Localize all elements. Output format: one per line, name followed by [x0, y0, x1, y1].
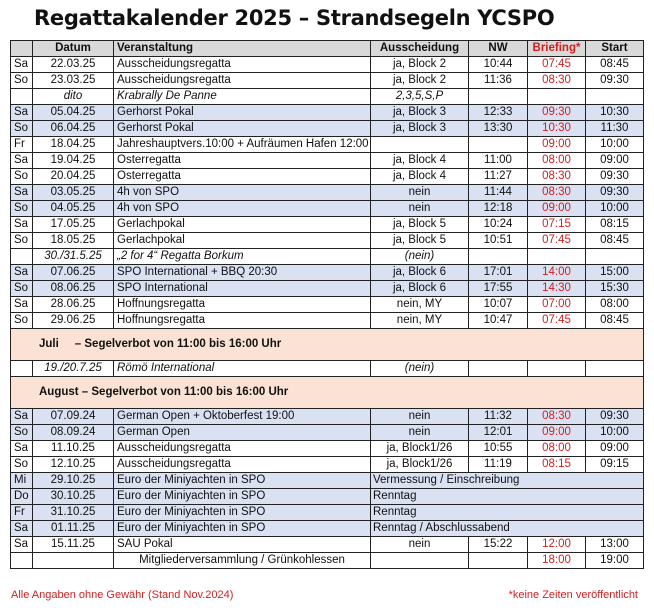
table-row: [11, 185, 644, 201]
table-row: [11, 201, 644, 217]
cell-date: 29.10.25: [33, 473, 114, 489]
table-row: [11, 505, 644, 521]
cell-date: 12.10.25: [33, 457, 114, 473]
header-briefing: Briefing*: [528, 41, 586, 57]
cell-qualification: Renntag: [371, 489, 644, 505]
cell-qualification: ja, Block 5: [371, 217, 469, 233]
cell-day: So: [11, 121, 33, 137]
cell-day: Sa: [11, 409, 33, 425]
cell-start: 10:00: [586, 425, 644, 441]
cell-event: Euro der Miniyachten in SPO: [114, 473, 371, 489]
cell-event: German Open: [114, 425, 371, 441]
cell-event: Krabrally De Panne: [114, 89, 371, 105]
header-event: Veranstaltung: [114, 41, 371, 57]
cell-date: 17.05.25: [33, 217, 114, 233]
cell-day: So: [11, 201, 33, 217]
cell-briefing: 08:00: [528, 441, 586, 457]
cell-briefing: 08:30: [528, 169, 586, 185]
table-row: [11, 57, 644, 73]
cell-briefing: 07:45: [528, 233, 586, 249]
regatta-table: [10, 40, 644, 569]
cell-date: 07.09.24: [33, 409, 114, 425]
cell-date: 08.09.24: [33, 425, 114, 441]
cell-nw: 17:01: [469, 265, 528, 281]
cell-date: dito: [33, 89, 114, 105]
cell-day: Sa: [11, 441, 33, 457]
cell-briefing: 08:30: [528, 185, 586, 201]
cell-qualification: nein: [371, 409, 469, 425]
cell-qualification: [371, 553, 469, 569]
cell-day: So: [11, 233, 33, 249]
cell-nw: [469, 553, 528, 569]
cell-start: 15:00: [586, 265, 644, 281]
cell-day: Sa: [11, 105, 33, 121]
cell-date: 06.04.25: [33, 121, 114, 137]
table-row: [11, 489, 644, 505]
cell-day: Sa: [11, 265, 33, 281]
cell-qualification: 2,3,5,S,P: [371, 89, 469, 105]
cell-event: Euro der Miniyachten in SPO: [114, 505, 371, 521]
cell-start: 15:30: [586, 281, 644, 297]
cell-day: Sa: [11, 297, 33, 313]
cell-nw: 11:19: [469, 457, 528, 473]
cell-qualification: ja, Block1/26: [371, 457, 469, 473]
cell-start: [586, 89, 644, 105]
cell-nw: 10:07: [469, 297, 528, 313]
cell-event: Ausscheidungsregatta: [114, 57, 371, 73]
section-row: [11, 329, 644, 361]
cell-qualification: ja, Block 3: [371, 121, 469, 137]
cell-event: Gerhorst Pokal: [114, 105, 371, 121]
header-date: Datum: [33, 41, 114, 57]
table-row: [11, 73, 644, 89]
table-row: [11, 89, 644, 105]
cell-nw: 10:47: [469, 313, 528, 329]
cell-briefing: 07:15: [528, 217, 586, 233]
cell-start: 13:00: [586, 537, 644, 553]
cell-nw: 12:18: [469, 201, 528, 217]
cell-date: 22.03.25: [33, 57, 114, 73]
footer-disclaimer: Alle Angaben ohne Gewähr (Stand Nov.2024): [11, 589, 234, 601]
section-label: Juli – Segelverbot von 11:00 bis 16:00 Uhr: [11, 329, 644, 361]
cell-start: 09:30: [586, 185, 644, 201]
cell-date: 19./20.7.25: [33, 361, 114, 377]
cell-event: 4h von SPO: [114, 201, 371, 217]
cell-nw: [469, 361, 528, 377]
cell-qualification: ja, Block 2: [371, 57, 469, 73]
cell-event: Euro der Miniyachten in SPO: [114, 521, 371, 537]
cell-start: 10:30: [586, 105, 644, 121]
table-row: [11, 521, 644, 537]
cell-briefing: [528, 249, 586, 265]
cell-date: 20.04.25: [33, 169, 114, 185]
cell-day: So: [11, 169, 33, 185]
cell-nw: 10:24: [469, 217, 528, 233]
cell-nw: 10:55: [469, 441, 528, 457]
cell-date: 03.05.25: [33, 185, 114, 201]
cell-briefing: 07:45: [528, 313, 586, 329]
cell-briefing: 09:00: [528, 137, 586, 153]
cell-date: 11.10.25: [33, 441, 114, 457]
cell-nw: [469, 89, 528, 105]
cell-start: 10:00: [586, 201, 644, 217]
table-row: [11, 537, 644, 553]
table-row: [11, 473, 644, 489]
cell-date: 15.11.25: [33, 537, 114, 553]
cell-start: 09:30: [586, 409, 644, 425]
table-row: [11, 281, 644, 297]
table-row: [11, 297, 644, 313]
cell-nw: 11:00: [469, 153, 528, 169]
cell-date: 30./31.5.25: [33, 249, 114, 265]
table-row: [11, 153, 644, 169]
cell-event: Mitgliederversammlung / Grünkohlessen: [114, 553, 371, 569]
cell-date: 28.06.25: [33, 297, 114, 313]
cell-briefing: 09:00: [528, 201, 586, 217]
cell-day: [11, 361, 33, 377]
cell-qualification: ja, Block 2: [371, 73, 469, 89]
section-row: [11, 377, 644, 409]
cell-nw: 11:36: [469, 73, 528, 89]
cell-start: 09:00: [586, 441, 644, 457]
cell-day: Sa: [11, 217, 33, 233]
cell-date: [33, 553, 114, 569]
table-row: [11, 121, 644, 137]
cell-date: 08.06.25: [33, 281, 114, 297]
cell-day: Sa: [11, 57, 33, 73]
table-row: [11, 169, 644, 185]
cell-event: Hoffnungsregatta: [114, 313, 371, 329]
cell-qualification: ja, Block 4: [371, 153, 469, 169]
cell-briefing: 07:00: [528, 297, 586, 313]
cell-day: Fr: [11, 137, 33, 153]
cell-date: 30.10.25: [33, 489, 114, 505]
cell-day: So: [11, 313, 33, 329]
cell-event: Gerhorst Pokal: [114, 121, 371, 137]
cell-briefing: [528, 89, 586, 105]
section-label: August – Segelverbot von 11:00 bis 16:00 Uhr: [11, 377, 644, 409]
cell-start: 08:00: [586, 297, 644, 313]
cell-qualification: Vermessung / Einschreibung: [371, 473, 644, 489]
cell-start: 08:15: [586, 217, 644, 233]
cell-nw: 12:01: [469, 425, 528, 441]
cell-briefing: 08:30: [528, 409, 586, 425]
cell-start: 08:45: [586, 233, 644, 249]
cell-qualification: ja, Block 4: [371, 169, 469, 185]
cell-day: So: [11, 425, 33, 441]
cell-event: „2 for 4“ Regatta Borkum: [114, 249, 371, 265]
cell-nw: 11:44: [469, 185, 528, 201]
cell-event: Hoffnungsregatta: [114, 297, 371, 313]
cell-briefing: 07:45: [528, 57, 586, 73]
cell-date: 07.06.25: [33, 265, 114, 281]
table-row: [11, 105, 644, 121]
cell-event: Jahreshauptvers.10:00 + Aufräumen Hafen 12:00: [114, 137, 371, 153]
cell-qualification: nein: [371, 537, 469, 553]
cell-nw: 13:30: [469, 121, 528, 137]
cell-event: Euro der Miniyachten in SPO: [114, 489, 371, 505]
cell-event: 4h von SPO: [114, 185, 371, 201]
cell-day: Do: [11, 489, 33, 505]
cell-event: Ausscheidungsregatta: [114, 441, 371, 457]
cell-start: 10:00: [586, 137, 644, 153]
table-row: [11, 553, 644, 569]
cell-date: 01.11.25: [33, 521, 114, 537]
cell-event: Ausscheidungsregatta: [114, 457, 371, 473]
cell-event: Gerlachpokal: [114, 233, 371, 249]
cell-event: SPO International: [114, 281, 371, 297]
table-row: [11, 425, 644, 441]
cell-briefing: 08:15: [528, 457, 586, 473]
header-nw: NW: [469, 41, 528, 57]
cell-event: SPO International + BBQ 20:30: [114, 265, 371, 281]
cell-start: 08:45: [586, 57, 644, 73]
table-header-row: [11, 41, 644, 57]
cell-event: Osterregatta: [114, 169, 371, 185]
cell-briefing: 18:00: [528, 553, 586, 569]
cell-nw: 12:33: [469, 105, 528, 121]
cell-date: 23.03.25: [33, 73, 114, 89]
cell-qualification: (nein): [371, 361, 469, 377]
cell-qualification: ja, Block1/26: [371, 441, 469, 457]
cell-date: 19.04.25: [33, 153, 114, 169]
cell-date: 31.10.25: [33, 505, 114, 521]
cell-start: 19:00: [586, 553, 644, 569]
table-row: [11, 265, 644, 281]
cell-day: Sa: [11, 537, 33, 553]
cell-briefing: [528, 361, 586, 377]
cell-start: 09:00: [586, 153, 644, 169]
cell-event: German Open + Oktoberfest 19:00: [114, 409, 371, 425]
cell-start: [586, 361, 644, 377]
cell-qualification: ja, Block 6: [371, 265, 469, 281]
cell-event: Gerlachpokal: [114, 217, 371, 233]
cell-day: [11, 249, 33, 265]
cell-qualification: (nein): [371, 249, 469, 265]
cell-qualification: [371, 137, 469, 153]
table-row: [11, 233, 644, 249]
table-row: [11, 137, 644, 153]
cell-event: SAU Pokal: [114, 537, 371, 553]
table-row: [11, 313, 644, 329]
cell-day: So: [11, 73, 33, 89]
cell-briefing: 09:00: [528, 425, 586, 441]
cell-start: 09:15: [586, 457, 644, 473]
cell-nw: 17:55: [469, 281, 528, 297]
cell-briefing: 14:00: [528, 265, 586, 281]
table-row: [11, 361, 644, 377]
cell-day: So: [11, 281, 33, 297]
cell-day: Sa: [11, 153, 33, 169]
page-title: Regattakalender 2025 – Strandsegeln YCSPO: [34, 6, 555, 30]
table-row: [11, 249, 644, 265]
cell-day: Mi: [11, 473, 33, 489]
cell-date: 05.04.25: [33, 105, 114, 121]
cell-event: Osterregatta: [114, 153, 371, 169]
cell-briefing: 14:30: [528, 281, 586, 297]
cell-nw: 11:32: [469, 409, 528, 425]
cell-nw: 15:22: [469, 537, 528, 553]
cell-qualification: Renntag: [371, 505, 644, 521]
cell-briefing: 12:00: [528, 537, 586, 553]
cell-event: Römö International: [114, 361, 371, 377]
cell-qualification: ja, Block 5: [371, 233, 469, 249]
cell-qualification: ja, Block 3: [371, 105, 469, 121]
cell-briefing: 08:30: [528, 73, 586, 89]
cell-qualification: Renntag / Abschlussabend: [371, 521, 644, 537]
cell-qualification: ja, Block 6: [371, 281, 469, 297]
cell-date: 18.04.25: [33, 137, 114, 153]
cell-start: 09:30: [586, 73, 644, 89]
cell-day: [11, 89, 33, 105]
header-qualification: Ausscheidung: [371, 41, 469, 57]
cell-qualification: nein: [371, 201, 469, 217]
cell-nw: 10:51: [469, 233, 528, 249]
cell-day: [11, 553, 33, 569]
cell-day: Sa: [11, 185, 33, 201]
cell-day: Fr: [11, 505, 33, 521]
cell-nw: [469, 249, 528, 265]
header-start: Start: [586, 41, 644, 57]
cell-start: 11:30: [586, 121, 644, 137]
cell-date: 04.05.25: [33, 201, 114, 217]
cell-nw: [469, 137, 528, 153]
cell-start: [586, 249, 644, 265]
cell-qualification: nein: [371, 425, 469, 441]
cell-briefing: 09:30: [528, 105, 586, 121]
cell-event: Ausscheidungsregatta: [114, 73, 371, 89]
table-body: [11, 57, 644, 569]
header-day: [11, 41, 33, 57]
cell-qualification: nein: [371, 185, 469, 201]
table-row: [11, 457, 644, 473]
cell-date: 18.05.25: [33, 233, 114, 249]
cell-start: 08:45: [586, 313, 644, 329]
cell-nw: 11:27: [469, 169, 528, 185]
cell-day: Sa: [11, 521, 33, 537]
cell-date: 29.06.25: [33, 313, 114, 329]
footer-note: *keine Zeiten veröffentlicht: [508, 589, 638, 601]
cell-start: 09:30: [586, 169, 644, 185]
table-row: [11, 441, 644, 457]
table-row: [11, 409, 644, 425]
cell-day: So: [11, 457, 33, 473]
cell-briefing: 10:30: [528, 121, 586, 137]
cell-nw: 10:44: [469, 57, 528, 73]
cell-briefing: 08:00: [528, 153, 586, 169]
cell-qualification: nein, MY: [371, 297, 469, 313]
table-row: [11, 217, 644, 233]
cell-qualification: nein, MY: [371, 313, 469, 329]
